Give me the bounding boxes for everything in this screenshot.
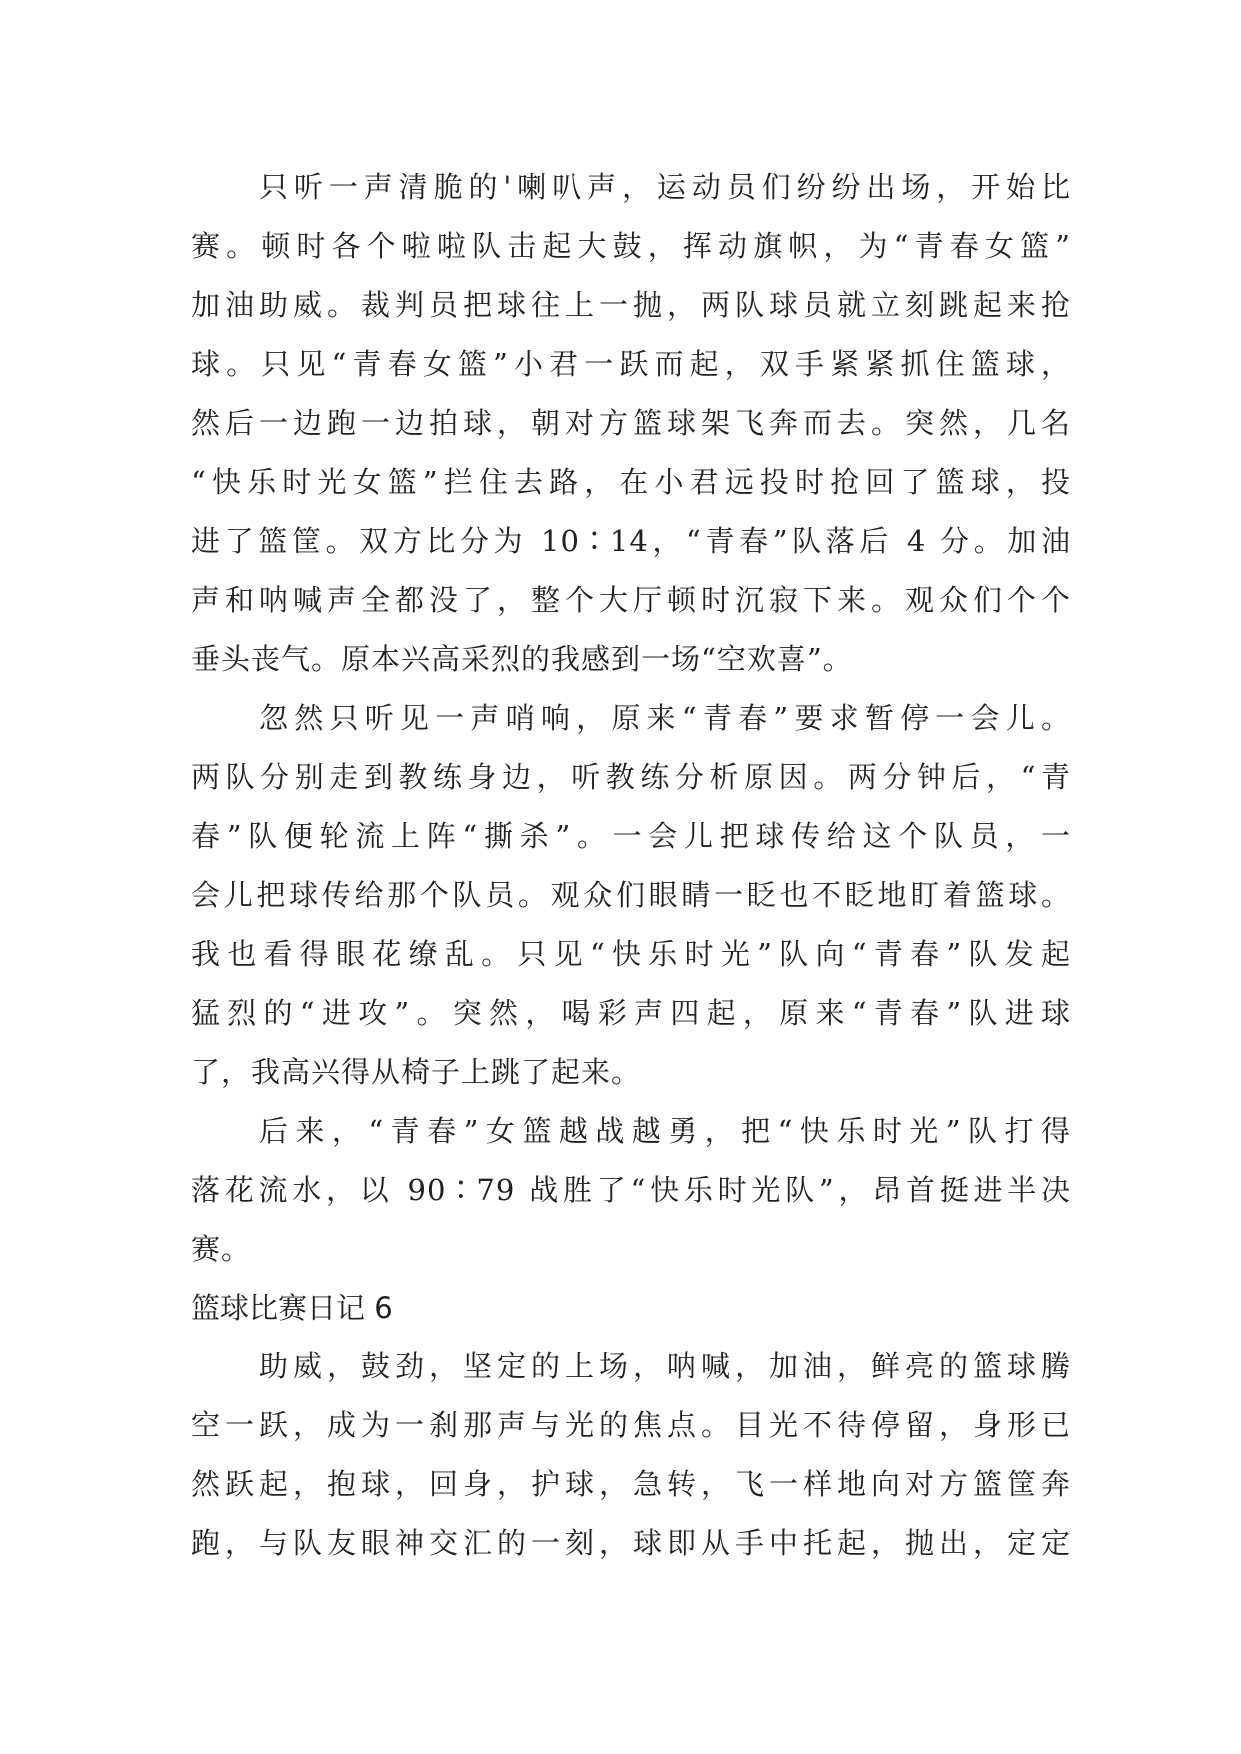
text-line: 后来，“青春”女篮越战越勇，把“快乐时光”队打得 [259,1114,1071,1148]
paragraph-1 [191,158,1071,689]
text-line: 春”队便轮流上阵“撕杀”。一会儿把球传给这个队员，一 [191,819,1071,853]
paragraph-4 [191,1337,1071,1573]
document-body [191,158,1071,1573]
text-line: 猛烈的“进攻”。突然，喝彩声四起，原来“青春”队进球 [191,996,1071,1030]
text-line: 赛。 [191,1232,252,1266]
text-line: 只听一声清脆的'喇叭声，运动员们纷纷出场，开始比 [259,170,1071,204]
text-line: 然跃起，抱球，回身，护球，急转，飞一样地向对方篮筐奔 [191,1467,1071,1501]
text-line: 球。只见“青春女篮”小君一跃而起，双手紧紧抓住篮球， [191,347,1071,381]
text-line: 然后一边跑一边拍球，朝对方篮球架飞奔而去。突然，几名 [191,406,1071,440]
text-line: 助威，鼓劲，坚定的上场，呐喊，加油，鲜亮的篮球腾 [259,1349,1071,1383]
text-line: 两队分别走到教练身边，听教练分析原因。两分钟后，“青 [191,760,1071,794]
text-line: 加油助威。裁判员把球往上一抛，两队球员就立刻跳起来抢 [191,288,1071,322]
text-line: 跑，与队友眼神交汇的一刻，球即从手中托起，抛出，定定 [191,1526,1071,1560]
text-line: 我也看得眼花缭乱。只见“快乐时光”队向“青春”队发起 [191,937,1071,971]
text-line: 进了篮筐。双方比分为 10∶14，“青春”队落后 4 分。加油 [191,524,1071,558]
text-line: 忽然只听见一声哨响，原来“青春”要求暂停一会儿。 [259,701,1071,735]
text-line: 了，我高兴得从椅子上跳了起来。 [191,1055,642,1089]
text-line: 落花流水，以 90∶79 战胜了“快乐时光队”，昂首挺进半决 [191,1173,1071,1207]
paragraph-2 [191,689,1071,1102]
text-line: 垂头丧气。原本兴高采烈的我感到一场“空欢喜”。 [191,642,853,676]
section-heading: 篮球比赛日记 6 [191,1291,393,1325]
text-line: “快乐时光女篮”拦住去路，在小君远投时抢回了篮球，投 [191,465,1071,499]
text-line: 赛。顿时各个啦啦队击起大鼓，挥动旗帜，为“青春女篮” [191,229,1071,263]
text-line: 会儿把球传给那个队员。观众们眼睛一眨也不眨地盯着篮球。 [191,878,1071,912]
text-line: 声和呐喊声全都没了，整个大厅顿时沉寂下来。观众们个个 [191,583,1071,617]
paragraph-3 [191,1102,1071,1279]
text-line: 空一跃，成为一刹那声与光的焦点。目光不待停留，身形已 [191,1408,1071,1442]
